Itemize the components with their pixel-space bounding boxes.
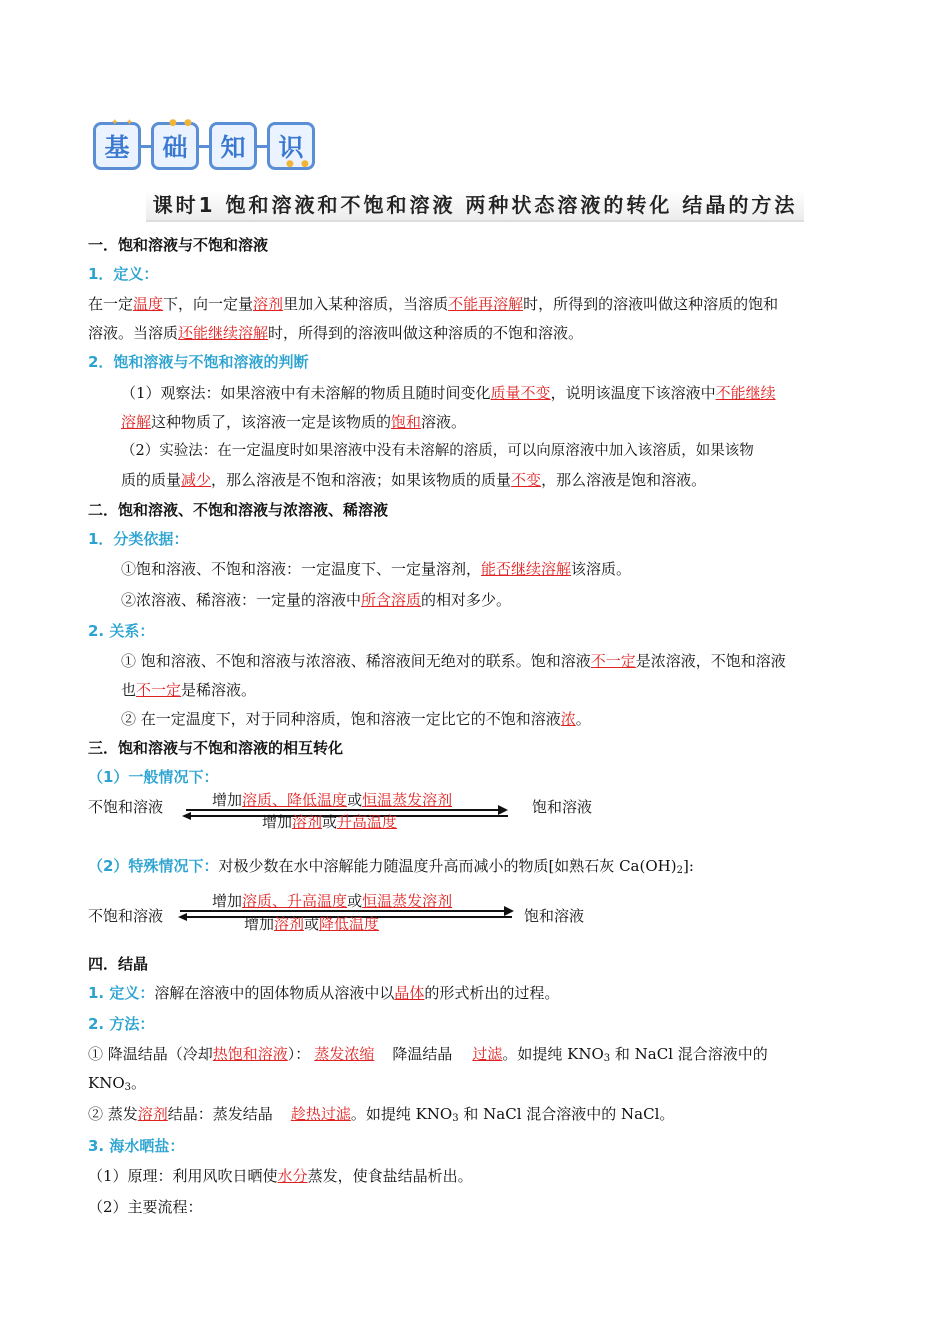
paragraph-line: ②浓溶液、稀溶液：一定量的溶液中所含溶质的相对多少。 (121, 591, 512, 609)
paragraph-line: $KNO_3$。 (88, 1074, 147, 1093)
arrowhead-right (504, 906, 514, 916)
subheading: 2. 关系： (88, 622, 155, 640)
answer-blank: 恒温蒸发溶剂 (362, 791, 453, 809)
saturated-label: 饱和溶液 (532, 798, 593, 816)
banner-char: 识 (278, 133, 304, 162)
banner-connector (257, 145, 267, 148)
banner-tile (209, 122, 257, 170)
paragraph-line: 溶液。当溶质还能继续溶解时，所得到的溶液叫做这种溶质的不饱和溶液。 (88, 324, 584, 342)
paragraph-line: （1）观察法：如果溶液中有未溶解的物质且随时间变化质量不变，说明该温度下该溶液中不能继续 (121, 384, 776, 402)
answer-blank: 温度 (133, 295, 164, 313)
paragraph-line: （2）主要流程： (88, 1198, 203, 1216)
answer-blank: 不能再溶解 (448, 295, 524, 313)
subheading: 1．分类依据： (88, 530, 189, 548)
paragraph-line: ①饱和溶液、不饱和溶液：一定温度下、一定量溶剂，能否继续溶解该溶质。 (121, 560, 632, 578)
paragraph-line: ① 饱和溶液、不饱和溶液与浓溶液、稀溶液间无绝对的联系。饱和溶液不一定是浓溶液，不饱和溶液 (121, 652, 786, 670)
paragraph-line: ② 蒸发溶剂结晶：蒸发结晶 趁热过滤。如提纯 $KNO_3$ 和 NaCl 混合溶液中的 NaCl。 (88, 1105, 675, 1124)
arrow-bottom-label: 增加溶剂或降低温度 (244, 915, 380, 933)
definition-label: 1．定义： (88, 265, 159, 283)
answer-blank: 降低温度 (319, 915, 380, 933)
section-heading-3: 三．饱和溶液与不饱和溶液的相互转化 (88, 739, 344, 757)
paragraph-line: ① 降温结晶（冷却热饱和溶液）： 蒸发浓缩 降温结晶 过滤。如提纯 $KNO_3$ 和 NaCl 混合溶液中的 (88, 1045, 768, 1064)
paragraph-line: 也不一定是稀溶液。 (121, 681, 257, 699)
answer-blank: 恒温蒸发溶剂 (362, 892, 453, 910)
answer-blank: 升高温度 (337, 813, 398, 831)
answer-blank: 不一定 (590, 652, 636, 670)
subheading: （2）特殊情况下： (88, 857, 219, 875)
answer-blank: 降低温度 (287, 791, 348, 809)
saturated-label: 饱和溶液 (524, 907, 585, 925)
page-title: 课时1 饱和溶液和不饱和溶液 两种状态溶液的转化 结晶的方法 (146, 190, 804, 222)
subheading: 3. 海水晒盐： (88, 1137, 185, 1155)
answer-blank: 所含溶质 (361, 591, 422, 609)
paragraph-line: 质的质量减少，那么溶液是不饱和溶液；如果该物质的质量不变，那么溶液是饱和溶液。 (121, 471, 707, 489)
section-heading-4: 四．结晶 (88, 955, 149, 973)
answer-blank: 质量不变 (490, 384, 551, 402)
answer-blank: 溶剂 (292, 813, 323, 831)
banner-char: 础 (162, 133, 188, 162)
arrowhead-left (182, 812, 191, 820)
answer-blank: 减少 (181, 471, 212, 489)
arrow-top-label: 增加溶质、升高温度或恒温蒸发溶剂 (212, 892, 453, 910)
unsaturated-label: 不饱和溶液 (88, 907, 164, 925)
answer-blank: 溶剂 (274, 915, 305, 933)
paragraph-line: （1）原理：利用风吹日晒使水分蒸发，使食盐结晶析出。 (88, 1167, 473, 1185)
unsaturated-label: 不饱和溶液 (88, 798, 164, 816)
arrowhead-left (178, 913, 187, 921)
banner-connector (141, 145, 151, 148)
forward-arrow (186, 809, 498, 811)
dots-icon: ● ● (169, 118, 194, 128)
banner-tile (93, 118, 141, 170)
forward-arrow (180, 910, 504, 912)
answer-blank: 趁热过滤 (290, 1105, 351, 1123)
dots-icon: ● ● (286, 159, 311, 169)
answer-blank: 热饱和溶液 (212, 1045, 288, 1063)
answer-blank: 溶质 (242, 791, 273, 809)
paragraph-line: ② 在一定温度下，对于同种溶质，饱和溶液一定比它的不饱和溶液浓。 (121, 710, 591, 728)
paragraph-line: 1. 定义：溶解在溶液中的固体物质从溶液中以晶体的形式析出的过程。 (88, 984, 560, 1002)
banner-tile (267, 122, 315, 170)
answer-blank: 升高温度 (287, 892, 348, 910)
section-banner (93, 120, 315, 172)
subheading: 2. 方法： (88, 1015, 155, 1033)
answer-blank: 不一定 (136, 681, 182, 699)
subheading: （1）一般情况下： (88, 768, 219, 786)
banner-char: 基 (104, 133, 130, 162)
section-heading-1: 一．饱和溶液与不饱和溶液 (88, 236, 269, 254)
answer-blank: 溶质 (242, 892, 273, 910)
banner-tile (151, 118, 199, 170)
paragraph-line: （2）实验法：在一定温度时如果溶液中没有未溶解的溶质，可以向原溶液中加入该溶质，如果该物 (121, 443, 754, 459)
answer-blank: 蒸发浓缩 (314, 1045, 375, 1063)
section-heading-2: 二．饱和溶液、不饱和溶液与浓溶液、稀溶液 (88, 501, 389, 519)
answer-blank: 溶解 (121, 413, 152, 431)
banner-char: 知 (220, 133, 246, 162)
subheading: 2．饱和溶液与不饱和溶液的判断 (88, 353, 309, 371)
banner-connector (199, 145, 209, 148)
arrow-bottom-label: 增加溶剂或升高温度 (262, 813, 398, 831)
arrowhead-right (498, 805, 508, 815)
answer-blank: 饱和 (391, 413, 422, 431)
star-icon: ✦ ✦ (111, 118, 136, 128)
answer-blank: 能否继续溶解 (481, 560, 572, 578)
paragraph-line: 在一定温度下，向一定量溶剂里加入某种溶质，当溶质不能再溶解时，所得到的溶液叫做这种溶质的饱和 (88, 295, 779, 313)
definition-label: 1. 定义： (88, 984, 155, 1002)
answer-blank: 晶体 (394, 984, 425, 1002)
answer-blank: 溶剂 (137, 1105, 168, 1123)
paragraph-line: （2）特殊情况下：对极少数在水中溶解能力随温度升高而减小的物质[如熟石灰 $Ca(OH)_2$]: (88, 857, 694, 876)
answer-blank: 不变 (511, 471, 542, 489)
paragraph-line: 溶解这种物质了，该溶液一定是该物质的饱和溶液。 (121, 413, 467, 431)
answer-blank: 过滤 (472, 1045, 503, 1063)
answer-blank: 溶剂 (253, 295, 284, 313)
answer-blank: 还能继续溶解 (178, 324, 269, 342)
arrow-top-label: 增加溶质、降低温度或恒温蒸发溶剂 (212, 791, 453, 809)
answer-blank: 浓 (560, 710, 576, 728)
answer-blank: 水分 (277, 1167, 308, 1185)
answer-blank: 不能继续 (715, 384, 776, 402)
